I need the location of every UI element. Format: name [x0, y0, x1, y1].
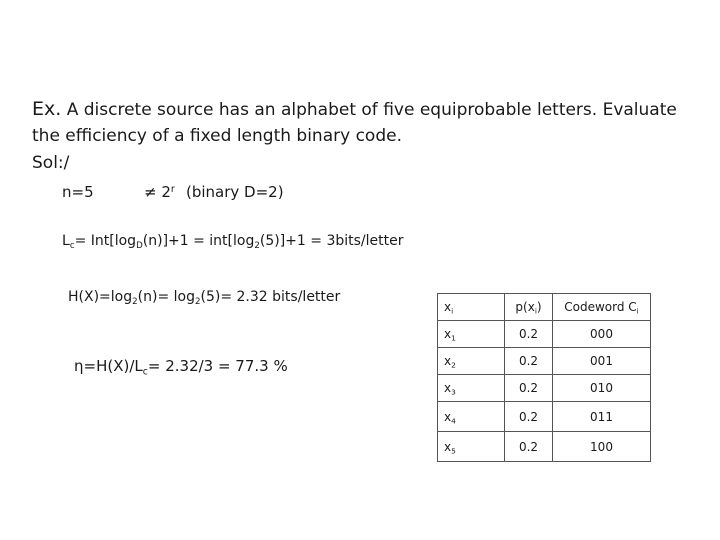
header-p-sub: i	[534, 306, 537, 316]
problem-line-2: the efficiency of a fixed length binary code.	[32, 126, 402, 146]
cell-codeword: 011	[553, 402, 651, 432]
h-part-c: (5)= 2.32 bits/letter	[200, 289, 341, 305]
eff-part-a: η=H(X)/L	[74, 357, 143, 375]
cell-x	[438, 375, 505, 402]
table-row	[438, 375, 651, 402]
h-sub-1: 2	[132, 297, 138, 308]
h-part-a: H(X)=log	[68, 289, 133, 305]
x-sub: 4	[451, 416, 456, 426]
lc-part-e: (5)]+1 = 3bits/letter	[259, 233, 404, 249]
ex-prefix: Ex.	[32, 98, 62, 120]
x-sub: 2	[451, 360, 456, 370]
codeword-table	[437, 293, 651, 462]
cell-x	[438, 402, 505, 432]
header-c-main: Codeword C	[564, 300, 637, 314]
x-sub: 1	[451, 333, 456, 343]
header-p-tail: )	[536, 300, 542, 314]
neq-expression	[144, 183, 175, 201]
table-row	[438, 348, 651, 375]
table-header-row	[438, 294, 651, 321]
cell-codeword: 100	[553, 432, 651, 462]
cell-p: 0.2	[505, 348, 553, 375]
eff-sub: c	[142, 366, 148, 378]
header-x-sub: i	[451, 306, 454, 316]
cell-p: 0.2	[505, 402, 553, 432]
neq-exponent: r	[170, 183, 175, 195]
n-value: n=5	[62, 183, 94, 201]
binary-note: (binary D=2)	[186, 183, 284, 201]
lc-sub: c	[69, 241, 75, 252]
x-main: x	[444, 439, 452, 454]
problem-statement-1: A discrete source has an alphabet of five equiprobable letters. Evaluate	[61, 100, 677, 120]
entropy-formula	[68, 289, 341, 308]
table-row	[438, 432, 651, 462]
cell-codeword: 001	[553, 348, 651, 375]
header-x-main: x	[444, 300, 452, 314]
cell-codeword: 010	[553, 375, 651, 402]
cell-x	[438, 321, 505, 348]
h-sub-2: 2	[194, 297, 201, 308]
lc-formula	[62, 233, 404, 252]
sol-label: Sol:/	[32, 153, 70, 173]
cell-x	[438, 348, 505, 375]
efficiency-formula	[74, 357, 288, 378]
lc-sub-d: D	[136, 241, 143, 252]
table-row	[438, 402, 651, 432]
x-main: x	[444, 409, 452, 424]
cell-p: 0.2	[505, 321, 553, 348]
header-p	[505, 294, 553, 321]
lc-part-c: (n)]+1 = int[log	[142, 233, 255, 249]
lc-symbol: L	[62, 233, 70, 249]
x-sub: 3	[451, 387, 456, 397]
neq-text: ≠ 2	[144, 183, 171, 201]
cell-p: 0.2	[505, 432, 553, 462]
header-x	[438, 294, 505, 321]
header-codeword	[553, 294, 651, 321]
x-sub: 5	[451, 446, 456, 456]
cell-p: 0.2	[505, 375, 553, 402]
x-main: x	[444, 327, 452, 341]
header-c-sub: i	[636, 306, 639, 316]
cell-x	[438, 432, 505, 462]
table-row	[438, 321, 651, 348]
lc-part-a: = Int[log	[74, 233, 137, 249]
cell-codeword: 000	[553, 321, 651, 348]
x-main: x	[444, 381, 452, 395]
header-p-main: p(x	[515, 300, 535, 314]
eff-part-b: = 2.32/3 = 77.3 %	[147, 357, 288, 375]
h-part-b: (n)= log	[137, 289, 195, 305]
problem-line-1	[32, 98, 677, 120]
x-main: x	[444, 354, 452, 368]
lc-sub-2: 2	[254, 241, 260, 252]
